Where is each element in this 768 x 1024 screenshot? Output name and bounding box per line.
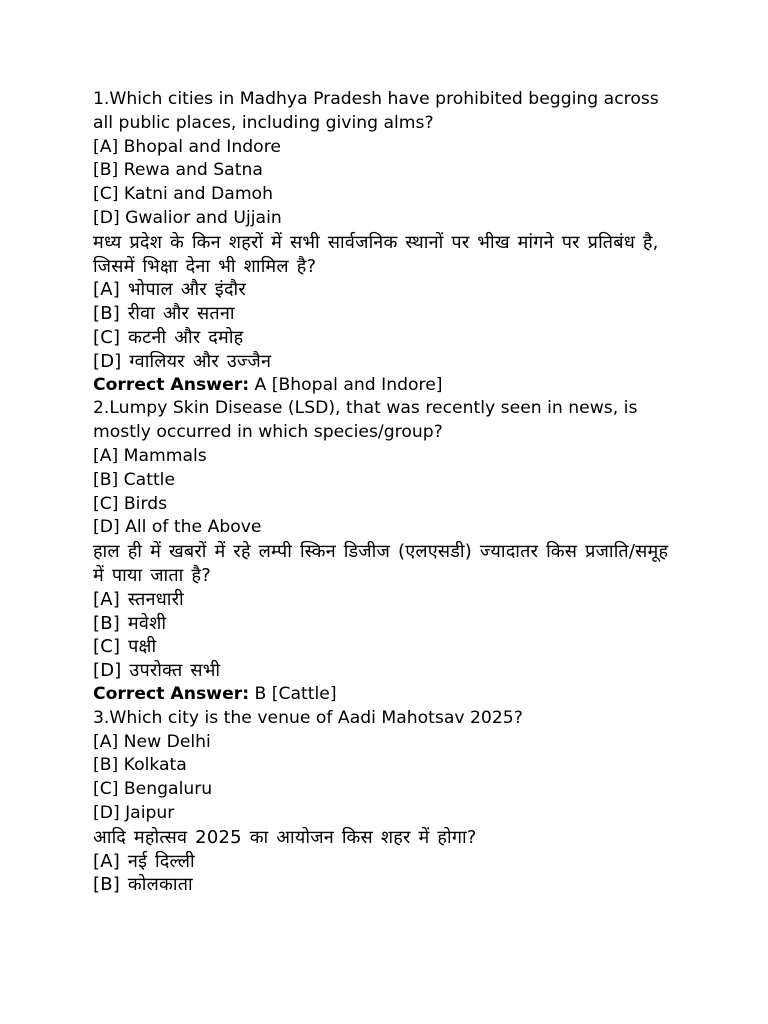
- question-text-hi: मध्य प्रदेश के किन शहरों में सभी सार्वजनिक स्थानों पर भीख मांगने पर प्रतिबंध है, जिसमें भिक्षा देना भी शामिल है?: [93, 231, 659, 277]
- option-a-en: [A] New Delhi: [93, 731, 211, 752]
- option-a-hi: [A] भोपाल और इंदौर: [93, 279, 246, 301]
- option-b-en: [B] Cattle: [93, 469, 176, 490]
- question-text-en: 2.Lumpy Skin Disease (LSD), that was recently seen in news, is mostly occurred in which species/group?: [93, 398, 638, 443]
- option-d-hi: [D] उपरोक्त सभी: [93, 660, 221, 682]
- question-text-hi: आदि महोत्सव 2025 का आयोजन किस शहर में होगा?: [93, 826, 477, 848]
- question-block-3: [93, 707, 683, 897]
- correct-answer-label: Correct Answer:: [93, 683, 250, 704]
- option-b-hi: [B] मवेशी: [93, 612, 167, 634]
- option-c-hi: [C] पक्षी: [93, 636, 157, 658]
- option-a-en: [A] Bhopal and Indore: [93, 136, 281, 157]
- option-a-hi: [A] नई दिल्ली: [93, 850, 195, 872]
- question-text-en: 1.Which cities in Madhya Pradesh have prohibited begging across all public places, including giving alms?: [93, 89, 659, 133]
- option-c-en: [C] Bengaluru: [93, 779, 213, 800]
- option-a-hi: [A] स्तनधारी: [93, 588, 184, 610]
- option-b-hi: [B] कोलकाता: [93, 874, 193, 896]
- correct-answer: [93, 683, 683, 707]
- document-body: [93, 88, 683, 897]
- option-c-en: [C] Katni and Damoh: [93, 184, 273, 205]
- correct-answer: [93, 374, 683, 398]
- option-c-hi: [C] कटनी और दमोह: [93, 326, 244, 348]
- option-a-en: [A] Mammals: [93, 445, 207, 466]
- question-block-1: [93, 88, 683, 397]
- option-b-hi: [B] रीवा और सतना: [93, 303, 235, 325]
- question-text-en: 3.Which city is the venue of Aadi Mahotsav 2025?: [93, 707, 523, 728]
- option-d-hi: [D] ग्वालियर और उज्जैन: [93, 350, 272, 372]
- option-d-en: [D] Gwalior and Ujjain: [93, 207, 282, 228]
- question-text-hi: हाल ही में खबरों में रहे लम्पी स्किन डिजीज (एलएसडी) ज्यादातर किस प्रजाति/समूह में पाया जाता है?: [93, 541, 669, 586]
- option-b-en: [B] Rewa and Satna: [93, 160, 263, 181]
- option-d-en: [D] All of the Above: [93, 517, 262, 538]
- correct-answer-label: Correct Answer:: [93, 374, 250, 395]
- question-block-2: [93, 397, 683, 706]
- correct-answer-value: A [Bhopal and Indore]: [249, 374, 443, 395]
- correct-answer-value: B [Cattle]: [249, 683, 337, 704]
- option-c-en: [C] Birds: [93, 493, 168, 514]
- option-d-en: [D] Jaipur: [93, 802, 175, 823]
- option-b-en: [B] Kolkata: [93, 755, 187, 776]
